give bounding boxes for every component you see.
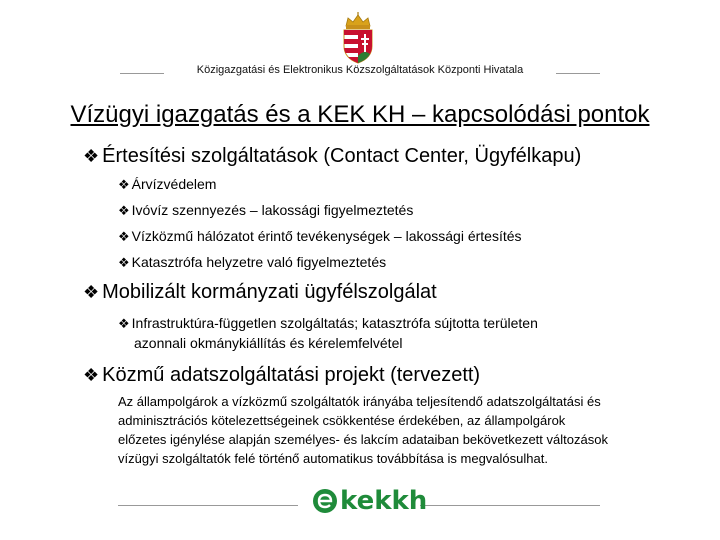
section-label: Közmű adatszolgáltatási projekt (tervezett) xyxy=(102,364,481,386)
paragraph-line: Az állampolgárok a vízközmű szolgáltatók irányába teljesítendő adatszolgáltatási és xyxy=(118,394,601,409)
header-divider-left xyxy=(120,73,164,74)
list-item xyxy=(118,200,413,221)
footer-divider-right xyxy=(420,505,600,506)
coat-of-arms-icon xyxy=(336,12,380,64)
diamond-bullet-icon: ❖ xyxy=(83,146,100,166)
section-utility-data-project xyxy=(83,364,480,387)
list-item-text: Infrastruktúra-független szolgáltatás; katasztrófa sújtotta területen xyxy=(131,315,538,331)
agency-header xyxy=(120,64,600,80)
logo-wordmark: kekkh xyxy=(340,486,428,516)
section-label: Értesítési szolgáltatások (Contact Center, Ügyfélkapu) xyxy=(102,145,582,167)
kekkh-e-mark-icon xyxy=(312,488,338,514)
diamond-bullet-icon: ❖ xyxy=(118,203,130,218)
list-item-text: Katasztrófa helyzetre való figyelmeztetés xyxy=(131,254,387,270)
diamond-bullet-icon: ❖ xyxy=(118,229,130,244)
header-divider-right xyxy=(556,73,600,74)
diamond-bullet-icon: ❖ xyxy=(118,316,130,331)
diamond-bullet-icon: ❖ xyxy=(118,177,130,192)
list-item xyxy=(118,313,538,334)
kekkh-logo xyxy=(312,486,427,516)
section-mobile-service xyxy=(83,281,437,304)
diamond-bullet-icon: ❖ xyxy=(118,255,130,270)
list-item-text: Ivóvíz szennyezés – lakossági figyelmeztetés xyxy=(131,202,414,218)
list-item-continuation xyxy=(134,333,402,353)
diamond-bullet-icon: ❖ xyxy=(83,365,100,385)
list-item xyxy=(118,226,522,247)
list-item-text: Árvízvédelem xyxy=(131,176,217,192)
project-description xyxy=(118,392,698,468)
diamond-bullet-icon: ❖ xyxy=(83,282,100,302)
agency-name: Közigazgatási és Elektronikus Közszolgáltatások Központi Hivatala xyxy=(196,64,524,76)
paragraph-line: előzetes igénylése alapján személyes- és lakcím adataiban bekövetkezett változások xyxy=(118,432,608,447)
list-item-text: Vízközmű hálózatot érintő tevékenységek – lakossági értesítés xyxy=(131,228,522,244)
list-item xyxy=(118,252,386,273)
list-item-text: azonnali okmánykiállítás és kérelemfelvétel xyxy=(134,335,403,351)
list-item xyxy=(118,174,216,195)
slide-title: Vízügyi igazgatás és a KEK KH – kapcsolódási pontok xyxy=(70,101,650,128)
section-label: Mobilizált kormányzati ügyfélszolgálat xyxy=(102,281,437,303)
section-notification-services xyxy=(83,145,581,168)
footer-divider-left xyxy=(118,505,298,506)
paragraph-line: vízügyi szolgáltatók felé történő automatikus továbbítása is megvalósulhat. xyxy=(118,451,548,466)
paragraph-line: adminisztrációs kötelezettségeinek csökkentése érdekében, az állampolgárok xyxy=(118,413,566,428)
